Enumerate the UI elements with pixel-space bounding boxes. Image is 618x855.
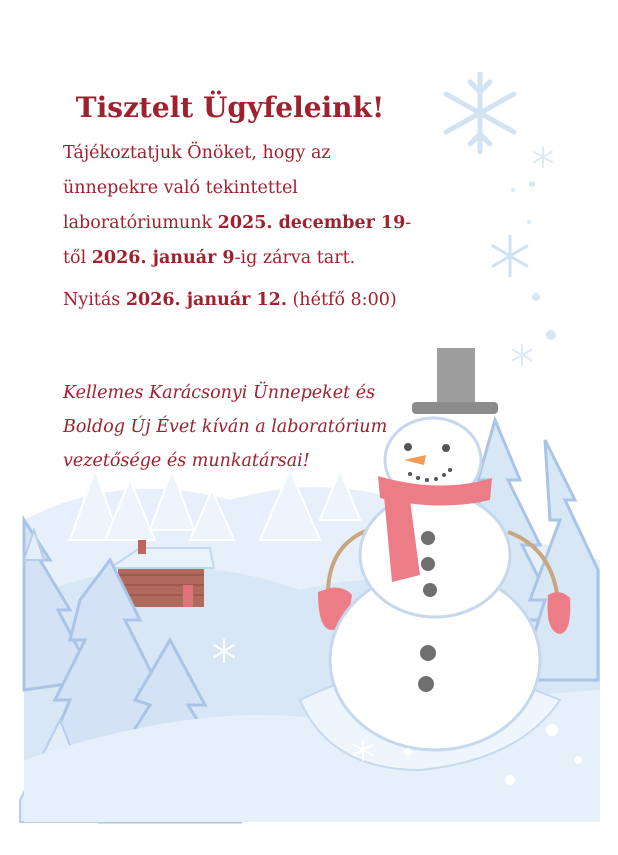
reopening-date: 2026. január 12. <box>125 290 287 310</box>
closure-start-date: 2025. december 19 <box>217 213 406 233</box>
snowflake-icon <box>493 236 527 276</box>
notice-intro: Tájékoztatjuk Önöket, hogy az ünnepekre való tekintettel laboratóriumunk <box>63 143 331 233</box>
closure-end-suffix: -ig zárva tart. <box>234 248 356 268</box>
closure-start-suffix: -től <box>63 213 412 268</box>
reopening-time: (hétfő 8:00) <box>286 290 397 310</box>
closure-notice <box>63 136 413 276</box>
reopening-label: Nyitás <box>63 290 126 310</box>
reopening-line <box>63 284 397 316</box>
closure-end-date: 2026. január 9 <box>91 248 235 268</box>
holiday-greeting: Kellemes Karácsonyi Ünnepeket és Boldog Új Évet kíván a laboratórium vezetősége és munkatársai! <box>63 383 388 471</box>
snowflake-icon <box>513 147 552 365</box>
letter-title: Tisztelt Ügyfeleink! <box>75 90 385 124</box>
